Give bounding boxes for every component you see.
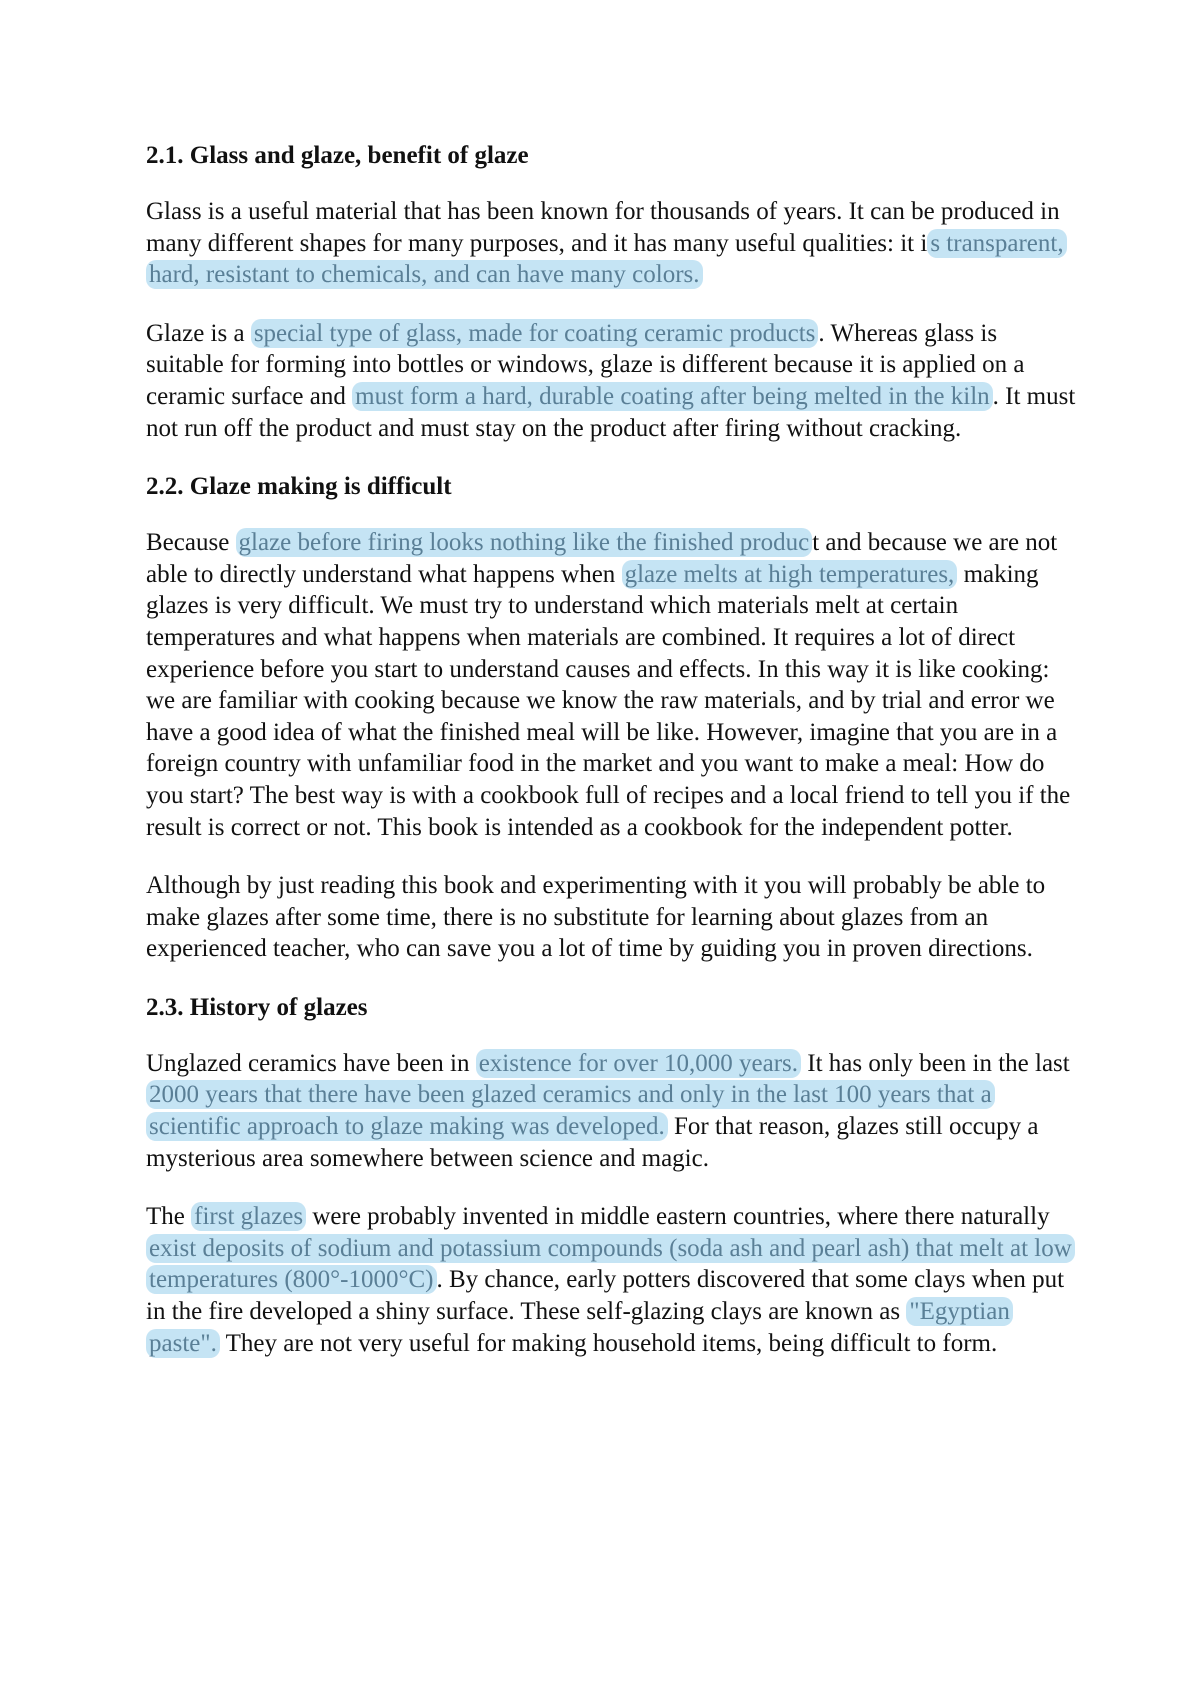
document-page <box>146 140 1076 1386</box>
paragraph-text: t and because we are not able to directly understand what happens when <box>146 529 1058 588</box>
paragraph-text: . Whereas glass is suitable for forming into bottles or windows, glaze is different because it is applied on a ceramic surface and <box>146 319 1025 410</box>
section-heading-glass-and-glaze: 2.1. Glass and glaze, benefit of glaze <box>146 142 529 169</box>
paragraph-unglazed <box>146 1048 1076 1174</box>
highlight: first glazes <box>191 1202 306 1231</box>
highlight: glaze before firing looks nothing like the finished produc <box>236 528 813 557</box>
section-heading-glaze-making: 2.2. Glaze making is difficult <box>146 473 452 501</box>
highlight: must form a hard, durable coating after being melted in the kiln <box>352 382 993 411</box>
paragraph-first-glazes <box>146 1201 1076 1359</box>
paragraph-glass <box>146 196 1076 291</box>
paragraph-text: . It must not run off the product and must stay on the product after firing without cracking. <box>146 382 1076 442</box>
highlight: exist deposits of sodium and potassium compounds (soda ash and pearl ash) that melt at low temperatures (800°-1000°C) <box>146 1234 1075 1295</box>
paragraph-text: It has only been in the last <box>801 1049 1070 1077</box>
paragraph-text: Glass is a useful material that has been known for thousands of years. It can be produced in many different shapes for many purposes, and it has many useful qualities: it i <box>146 198 1060 257</box>
highlight: s transparent, hard, resistant to chemicals, and can have many colors. <box>146 229 1067 290</box>
section-heading-history: 2.3. History of glazes <box>146 993 368 1021</box>
paragraph-glaze <box>146 318 1076 444</box>
paragraph-teacher: Although by just reading this book and experimenting with it you will probably be able to make glazes after some time, there is no substitute for learning about glazes from an experienced teacher, who can save you a lot of time by guiding you in proven directions. <box>146 872 1046 963</box>
highlight: 2000 years that there have been glazed ceramics and only in the last 100 years that a scientific approach to glaze making was developed. <box>146 1080 995 1141</box>
highlight: special type of glass, made for coating ceramic products <box>251 319 819 348</box>
paragraph-text: . By chance, early potters discovered that some clays when put in the fire developed a shiny surface. These self-glazing clays are known as <box>146 1266 1065 1326</box>
highlight: glaze melts at high temperatures, <box>622 560 958 589</box>
paragraph-text: Unglazed ceramics have been in <box>146 1049 476 1077</box>
paragraph-text: Glaze is a <box>146 319 245 347</box>
highlight: existence for over 10,000 years. <box>476 1049 801 1078</box>
paragraph-text: making glazes is very difficult. We must try to understand which materials melt at certain temperatures and what happens when materials are combined. It requires a lot of direct experience before you start to understand causes and effects. In this way it is like cooking: we are familiar with cooking because we know the raw materials, and by trial and error we have a good idea of what the finished meal will be like. However, imagine that you are in a foreign country with unfamiliar food in the market and you want to make a meal: How do you start? The best way is with a cookbook full of recipes and a local friend to tell you if the result is correct or not. This book is intended as a cookbook for the independent potter. <box>146 560 1071 841</box>
paragraph-glaze-making <box>146 527 1076 843</box>
highlight: "Egyptian paste". <box>146 1297 1013 1358</box>
paragraph-text: The <box>146 1203 192 1231</box>
paragraph-text: They are not very useful for making household items, being difficult to form. <box>219 1329 998 1357</box>
paragraph-text: For that reason, glazes still occupy a mysterious area somewhere between science and magic. <box>146 1113 1039 1172</box>
paragraph-text: Because <box>146 529 236 557</box>
paragraph-text: were probably invented in middle eastern countries, where there naturally <box>306 1203 1050 1231</box>
